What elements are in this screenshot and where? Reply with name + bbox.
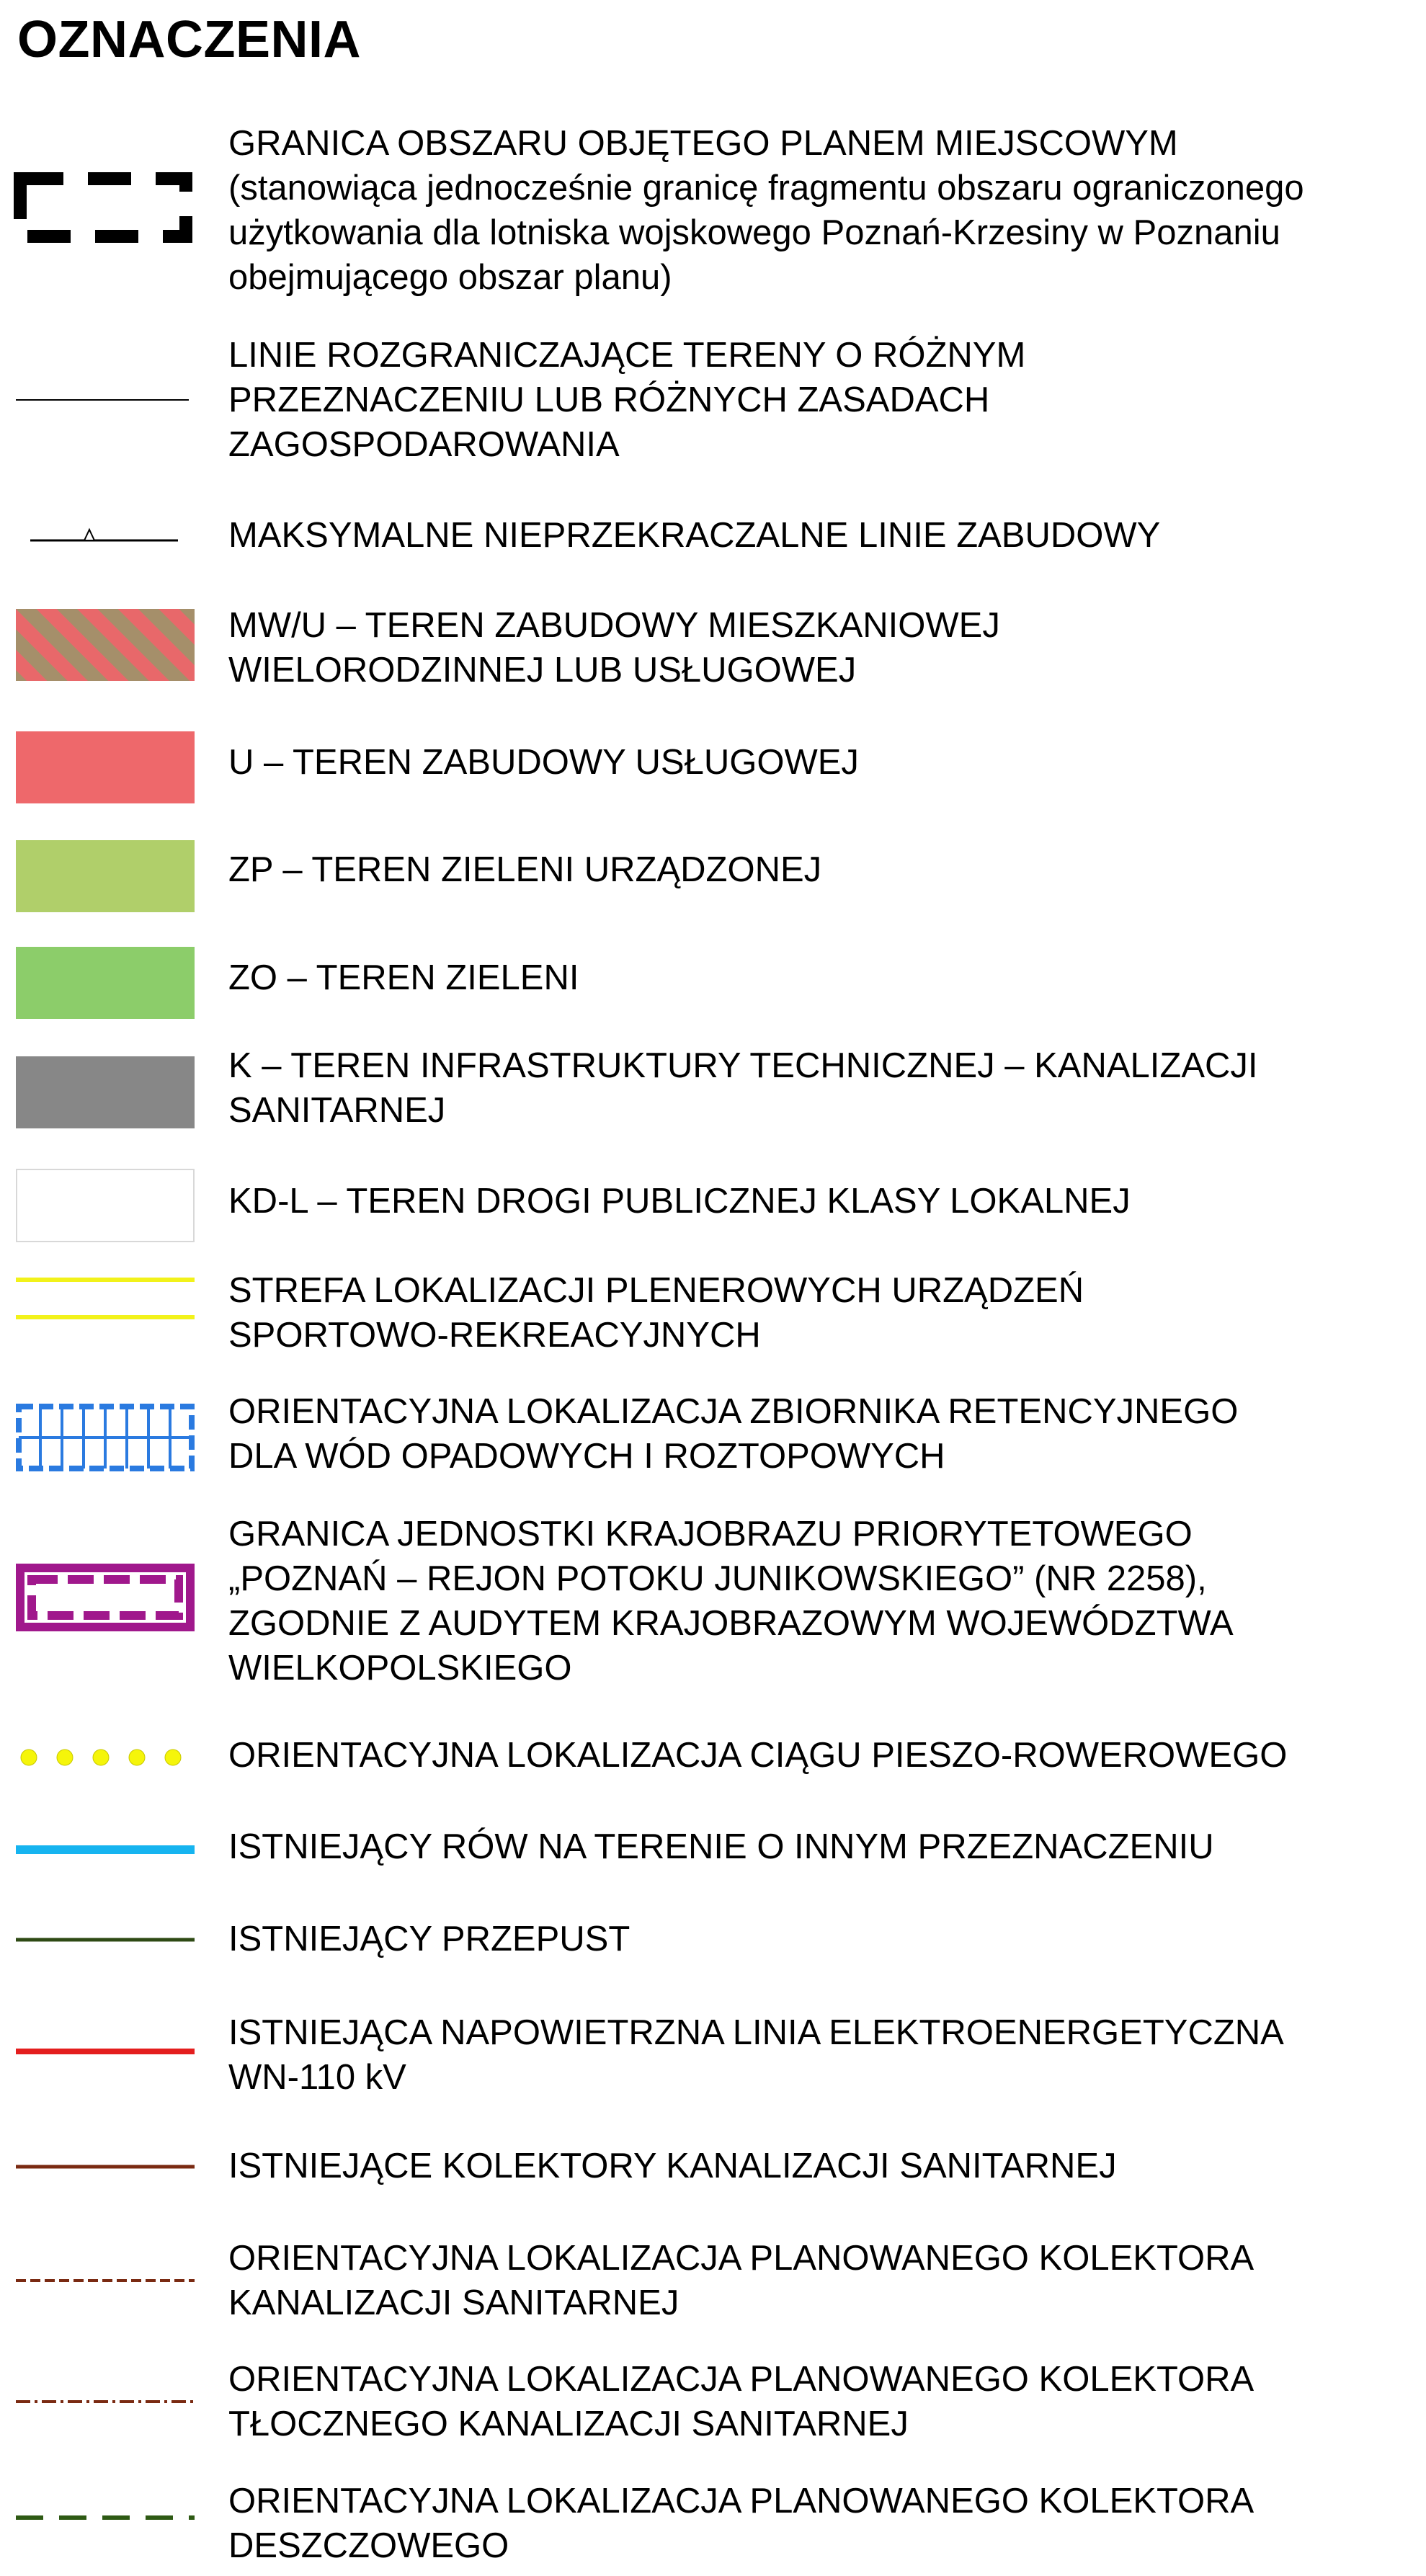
power-line-symbol	[16, 2048, 196, 2055]
legend-text	[228, 1824, 1417, 1869]
legend-text-line: ORIENTACYJNA LOKALIZACJA PLANOWANEGO KOLEKTORA	[228, 2360, 1255, 2399]
legend-text	[228, 847, 1417, 892]
legend-text	[228, 2357, 1417, 2446]
legend-text	[228, 1512, 1417, 1690]
legend-text-line: K – TEREN INFRASTRUKTURY TECHNICZNEJ – KANALIZACJI	[228, 1046, 1258, 1085]
k-area-symbol	[16, 1056, 196, 1128]
legend-text-line: ZGODNIE Z AUDYTEM KRAJOBRAZOWYM WOJEWÓDZTWA	[228, 1604, 1234, 1643]
sewer-planned-symbol	[16, 2278, 196, 2283]
legend-text-line: WIELORODZINNEJ LUB USŁUGOWEJ	[228, 651, 857, 690]
legend-text	[228, 1268, 1417, 1358]
landscape-unit-symbol	[16, 1564, 196, 1636]
legend-text-line: TŁOCZNEGO KANALIZACJI SANITARNEJ	[228, 2405, 909, 2443]
legend-text-line: GRANICA JEDNOSTKI KRAJOBRAZU PRIORYTETOWEGO	[228, 1515, 1193, 1554]
legend-text	[228, 1733, 1417, 1778]
legend-text-line: użytkowania dla lotniska wojskowego Poznań-Krzesiny w Poznaniu	[228, 213, 1280, 252]
legend-text-line: WIELKOPOLSKIEGO	[228, 1649, 572, 1688]
legend-text-line: STREFA LOKALIZACJI PLENEROWYCH URZĄDZEŃ	[228, 1271, 1084, 1310]
culvert-symbol	[16, 1937, 196, 1943]
legend-text-line: MAKSYMALNE NIEPRZEKRACZALNE LINIE ZABUDOWY	[228, 516, 1161, 555]
legend-text	[228, 1389, 1417, 1479]
storm-sewer-planned-symbol	[16, 2515, 196, 2521]
legend-text-line: WN-110 kV	[228, 2058, 406, 2097]
legend-text-line: MW/U – TEREN ZABUDOWY MIESZKANIOWEJ	[228, 606, 1000, 645]
legend-text-line: LINIE ROZGRANICZAJĄCE TERENY O RÓŻNYM	[228, 336, 1026, 375]
legend-text	[228, 955, 1417, 1000]
legend-text	[228, 603, 1417, 692]
legend-text-line: obejmującego obszar planu)	[228, 258, 672, 297]
legend-text-line: KANALIZACJI SANITARNEJ	[228, 2283, 679, 2322]
bike-path-symbol	[16, 1746, 196, 1775]
legend-text-line: ISTNIEJĄCE KOLEKTORY KANALIZACJI SANITARNEJ	[228, 2147, 1117, 2185]
legend-text-line: ISTNIEJĄCA NAPOWIETRZNA LINIA ELEKTROENERGETYCZNA	[228, 2013, 1284, 2052]
legend-text-line: SANITARNEJ	[228, 1091, 446, 1130]
legend-text-line: (stanowiąca jednocześnie granicę fragmentu obszaru ograniczonego	[228, 169, 1304, 208]
legend-text	[228, 1917, 1417, 1961]
kdl-area-symbol	[16, 1169, 196, 1242]
legend-text-line: ORIENTACYJNA LOKALIZACJA ZBIORNIKA RETENCYJNEGO	[228, 1392, 1239, 1431]
u-area-symbol	[16, 731, 196, 803]
legend-text	[228, 740, 1417, 785]
legend-text-line: ZP – TEREN ZIELENI URZĄDZONEJ	[228, 850, 822, 889]
legend-text-line: ISTNIEJĄCY PRZEPUST	[228, 1920, 630, 1958]
legend-text-line: DLA WÓD OPADOWYCH I ROZTOPOWYCH	[228, 1437, 945, 1476]
legend-text-line: DESZCZOWEGO	[228, 2526, 509, 2565]
legend-text	[228, 2144, 1417, 2188]
retention-tank-symbol	[16, 1402, 196, 1474]
legend-text	[228, 513, 1417, 558]
plan-boundary-symbol	[16, 173, 196, 252]
legend-text	[228, 2010, 1417, 2100]
legend-text	[228, 1043, 1417, 1133]
legend-text	[228, 2479, 1417, 2568]
legend-text	[228, 121, 1417, 300]
legend-text-line: ZAGOSPODAROWANIA	[228, 425, 620, 464]
legend-text-line: ZO – TEREN ZIELENI	[228, 958, 579, 997]
demarcation-line-symbol	[16, 398, 196, 402]
building-line-symbol	[16, 519, 196, 548]
legend-text-line: SPORTOWO-REKREACYJNYCH	[228, 1316, 761, 1355]
legend-text-line: ORIENTACYJNA LOKALIZACJA PLANOWANEGO KOLEKTORA	[228, 2482, 1255, 2521]
legend-text-line: ORIENTACYJNA LOKALIZACJA PLANOWANEGO KOLEKTORA	[228, 2239, 1255, 2278]
legend-text	[228, 2236, 1417, 2325]
mwu-area-symbol	[16, 609, 196, 681]
legend-text-line: U – TEREN ZABUDOWY USŁUGOWEJ	[228, 743, 859, 782]
legend-text-line: ISTNIEJĄCY RÓW NA TERENIE O INNYM PRZEZNACZENIU	[228, 1827, 1214, 1866]
ditch-symbol	[16, 1845, 196, 1855]
legend-text-line: GRANICA OBSZARU OBJĘTEGO PLANEM MIEJSCOWYM	[228, 124, 1178, 163]
legend-text-line: KD-L – TEREN DROGI PUBLICZNEJ KLASY LOKALNEJ	[228, 1182, 1131, 1221]
legend-title: OZNACZENIA	[17, 11, 361, 68]
sports-zone-symbol	[16, 1277, 196, 1320]
legend-text-line: „POZNAŃ – REJON POTOKU JUNIKOWSKIEGO” (NR 2258),	[228, 1559, 1207, 1598]
legend-text	[228, 1179, 1417, 1224]
legend-text-line: PRZEZNACZENIU LUB RÓŻNYCH ZASADACH	[228, 380, 990, 419]
sewer-existing-symbol	[16, 2164, 196, 2170]
legend-text-line: ORIENTACYJNA LOKALIZACJA CIĄGU PIESZO-ROWEROWEGO	[228, 1736, 1288, 1775]
pressure-sewer-planned-symbol	[16, 2399, 196, 2405]
zo-area-symbol	[16, 947, 196, 1019]
zp-area-symbol	[16, 840, 196, 912]
legend-text	[228, 333, 1417, 467]
